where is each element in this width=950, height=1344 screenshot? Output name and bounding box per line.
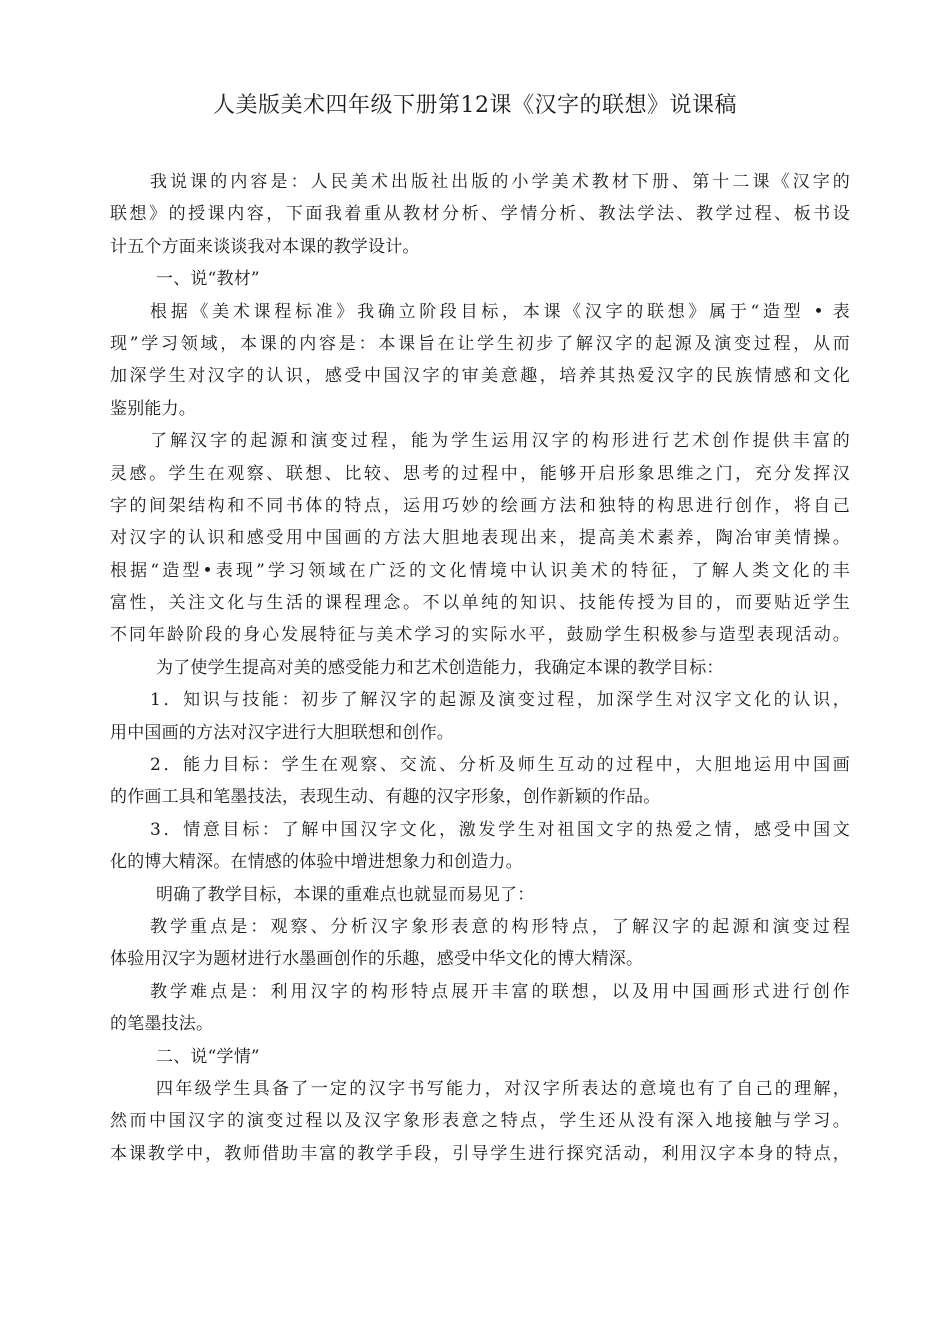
paragraph-line: 本课教学中，教师借助丰富的教学手段，引导学生进行探究活动，利用汉字本身的特点， bbox=[110, 1143, 850, 1164]
paragraph-line: 鉴别能力。 bbox=[110, 398, 196, 419]
paragraph-line: 灵感。学生在观察、联想、比较、思考的过程中，能够开启形象思维之门，充分发挥汉 bbox=[110, 463, 850, 484]
section-heading: 二、说“学情” bbox=[156, 1046, 260, 1067]
paragraph-line: 教学重点是：观察、分析汉字象形表意的构形特点，了解汉字的起源和演变过程 bbox=[150, 916, 850, 937]
list-item: 3．情意目标：了解中国汉字文化，激发学生对祖国文字的热爱之情，感受中国文 bbox=[150, 819, 850, 840]
paragraph-line: 了解汉字的起源和演变过程，能为学生运用汉字的构形进行艺术创作提供丰富的 bbox=[150, 431, 850, 452]
section-heading: 一、说“教材” bbox=[156, 269, 260, 290]
paragraph-line: 字的间架结构和不同书体的特点，运用巧妙的绘画方法和独特的构思进行创作，将自己 bbox=[110, 495, 850, 516]
paragraph-line: 明确了教学目标，本课的重难点也就显而易见了： bbox=[156, 884, 535, 905]
paragraph-line: 化的博大精深。在情感的体验中增进想象力和创造力。 bbox=[110, 852, 523, 873]
paragraph-line: 对汉字的认识和感受用中国画的方法大胆地表现出来，提高美术素养，陶冶审美情操。 bbox=[110, 528, 850, 549]
paragraph-line: 的笔墨技法。 bbox=[110, 1014, 214, 1035]
paragraph-line: 计五个方面来谈谈我对本课的教学设计。 bbox=[110, 236, 420, 257]
paragraph-line: 现”学习领域，本课的内容是：本课旨在让学生初步了解汉字的起源及演变过程，从而 bbox=[110, 333, 850, 354]
paragraph-line: 的作画工具和笔墨技法，表现生动、有趣的汉字形象，创作新颖的作品。 bbox=[110, 787, 661, 808]
document-title: 人美版美术四年级下册第12课《汉字的联想》说课稿 bbox=[213, 93, 737, 118]
paragraph-line: 然而中国汉字的演变过程以及汉字象形表意之特点，学生还从没有深入地接触与学习。 bbox=[110, 1111, 850, 1132]
paragraph-line: 体验用汉字为题材进行水墨画创作的乐趣，感受中华文化的博大精深。 bbox=[110, 949, 644, 970]
paragraph-line: 四年级学生具备了一定的汉字书写能力，对汉字所表达的意境也有了自己的理解， bbox=[156, 1078, 850, 1099]
list-item: 1．知识与技能：初步了解汉字的起源及演变过程，加深学生对汉字文化的认识， bbox=[150, 690, 850, 711]
paragraph-line: 联想》的授课内容，下面我着重从教材分析、学情分析、教法学法、教学过程、板书设 bbox=[110, 204, 850, 225]
paragraph-line: 我说课的内容是：人民美术出版社出版的小学美术教材下册、第十二课《汉字的 bbox=[150, 172, 850, 192]
paragraph-line: 用中国画的方法对汉字进行大胆联想和创作。 bbox=[110, 722, 454, 743]
document-body bbox=[110, 166, 850, 1170]
paragraph-line: 教学难点是：利用汉字的构形特点展开丰富的联想，以及用中国画形式进行创作 bbox=[150, 981, 850, 1002]
paragraph-line: 根据“造型•表现”学习领域在广泛的文化情境中认识美术的特征，了解人类文化的丰 bbox=[110, 560, 850, 581]
paragraph-line: 富性，关注文化与生活的课程理念。不以单纯的知识、技能传授为目的，而要贴近学生 bbox=[110, 593, 850, 614]
list-item: 2．能力目标：学生在观察、交流、分析及师生互动的过程中，大胆地运用中国画 bbox=[150, 755, 850, 776]
paragraph-line: 加深学生对汉字的认识，感受中国汉字的审美意趣，培养其热爱汉字的民族情感和文化 bbox=[110, 366, 850, 387]
paragraph-line: 根据《美术课程标准》我确立阶段目标，本课《汉字的联想》属于“造型 • 表 bbox=[150, 301, 850, 322]
paragraph-line: 为了使学生提高对美的感受能力和艺术创造能力，我确定本课的教学目标： bbox=[156, 657, 724, 678]
paragraph-line: 不同年龄阶段的身心发展特征与美术学习的实际水平，鼓励学生积极参与造型表现活动。 bbox=[110, 625, 850, 646]
